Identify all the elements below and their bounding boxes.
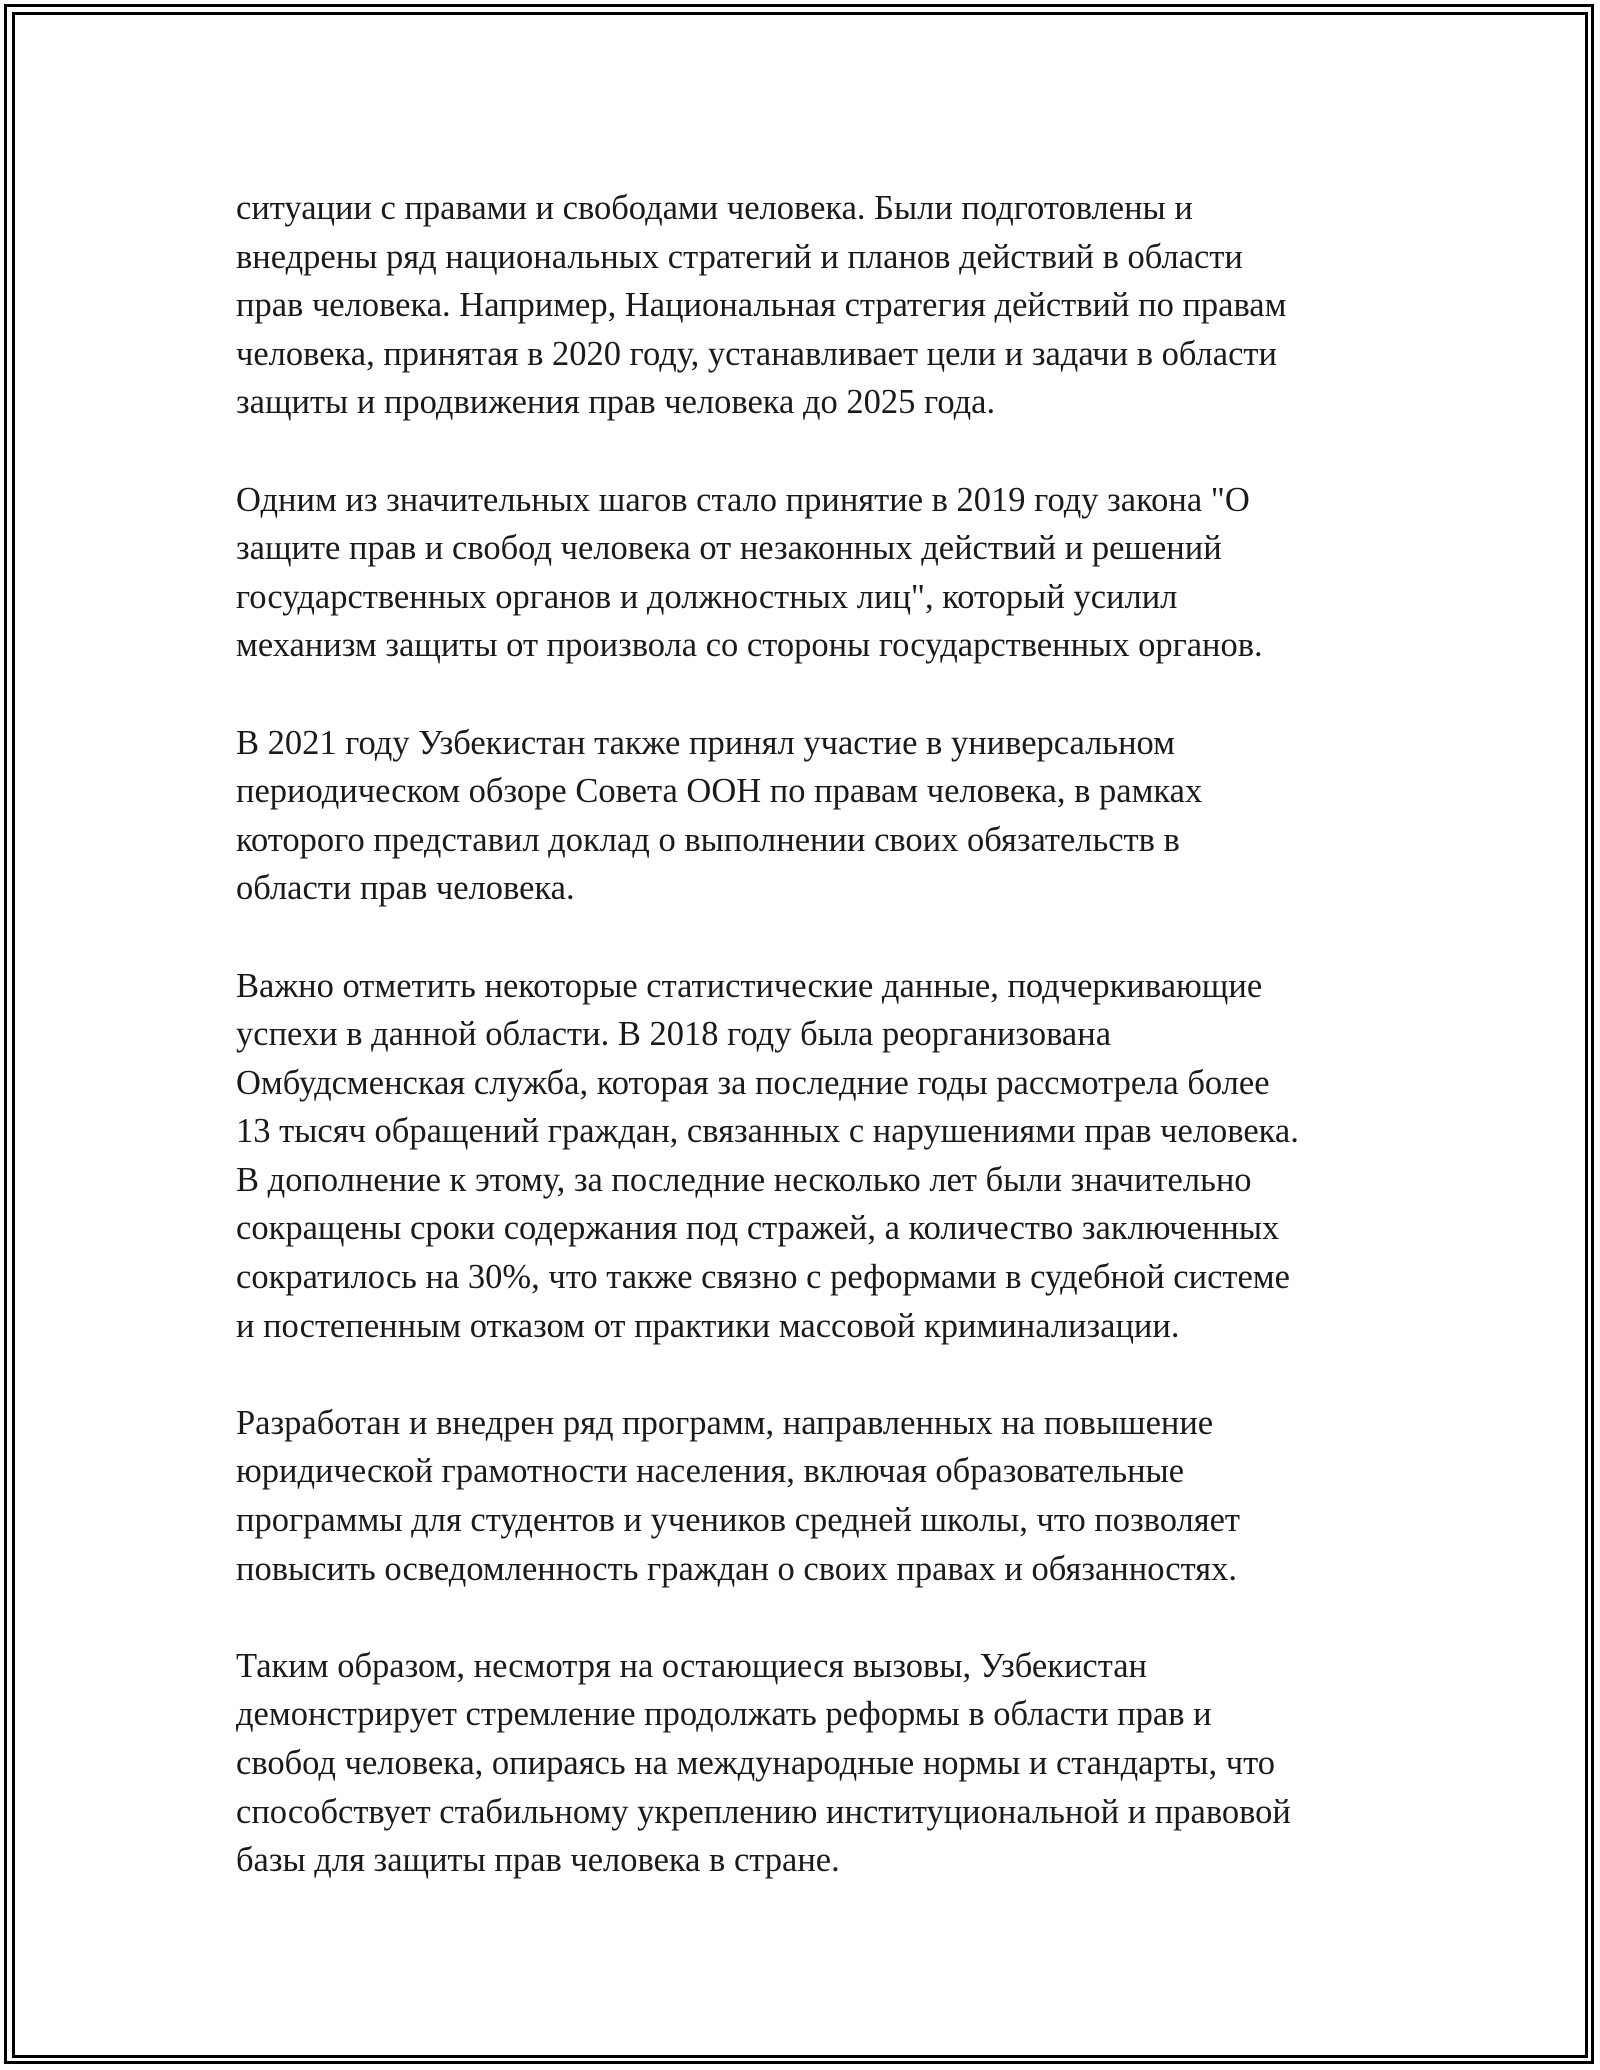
text-line: государственных органов и должностных лиц", который усилил [236,577,1178,616]
paragraph [236,476,1416,670]
text-line: сокращены сроки содержания под стражей, а количество заключенных [236,1209,1280,1248]
text-line: которого представил доклад о выполнении своих обязательств в [236,820,1180,859]
text-line: области прав человека. [236,869,575,908]
text-line: сократилось на 30%, что также связно с реформами в судебной системе [236,1258,1290,1297]
text-line: Разработан и внедрен ряд программ, направленных на повышение [236,1403,1214,1442]
text-line: В дополнение к этому, за последние несколько лет были значительно [236,1160,1252,1199]
paragraph [236,1399,1416,1593]
text-line: Омбудсменская служба, которая за последние годы рассмотрела более [236,1063,1270,1102]
paragraph [236,184,1416,427]
text-line: ситуации с правами и свободами человека. Были подготовлены и [236,189,1193,227]
text-line: программы для студентов и учеников средней школы, что позволяет [236,1501,1241,1540]
text-line: способствует стабильному укреплению институциональной и правовой [236,1792,1291,1831]
text-line: прав человека. Например, Национальная стратегия действий по правам [236,286,1287,325]
text-line: базы для защиты прав человека в стране. [236,1841,840,1880]
text-line: 13 тысяч обращений граждан, связанных с нарушениями прав человека. [236,1112,1299,1151]
text-line: механизм защиты от произвола со стороны государственных органов. [236,626,1263,665]
text-line: периодическом обзоре Совета ООН по правам человека, в рамках [236,772,1203,811]
text-line: Одним из значительных шагов стало принятие в 2019 году закона "О [236,480,1250,519]
text-line: человека, принятая в 2020 году, устанавливает цели и задачи в области [236,334,1277,373]
text-line: повысить осведомленность граждан о своих правах и обязанностях. [236,1549,1237,1588]
document-body [236,184,1416,1885]
text-line: демонстрирует стремление продолжать реформы в области прав и [236,1695,1212,1734]
text-line: внедрены ряд национальных стратегий и планов действий в области [236,237,1243,276]
paragraph [236,1642,1416,1885]
text-line: защиты и продвижения прав человека до 2025 года. [236,383,996,422]
text-line: свобод человека, опираясь на международные нормы и стандарты, что [236,1744,1275,1782]
text-line: В 2021 году Узбекистан также принял участие в универсальном [236,723,1175,762]
text-line: Важно отметить некоторые статистические данные, подчеркивающие [236,966,1263,1005]
text-line: юридической грамотности населения, включая образовательные [236,1452,1185,1491]
paragraph [236,719,1416,913]
text-line: Таким образом, несмотря на остающиеся вызовы, Узбекистан [236,1646,1148,1685]
text-line: защите прав и свобод человека от незаконных действий и решений [236,529,1222,568]
text-line: успехи в данной области. В 2018 году была реорганизована [236,1015,1112,1054]
text-line: и постепенным отказом от практики массовой криминализации. [236,1306,1180,1345]
paragraph [236,962,1416,1351]
